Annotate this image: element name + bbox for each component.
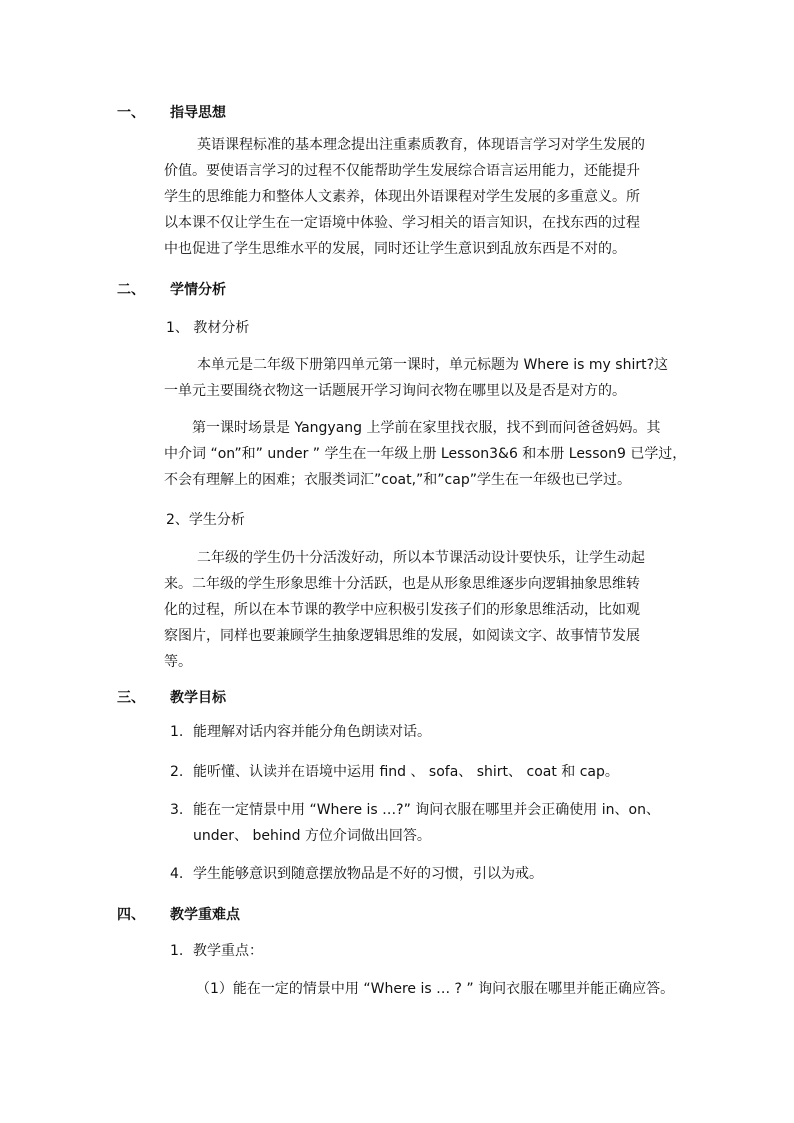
paragraph-line: 本单元是二年级下册第四单元第一课时，单元标题为 Where is my shirt?这 [197,357,669,373]
item-number: 2. [170,764,184,780]
item-number: 3. [170,802,184,818]
paragraph-line: 察图片，同样也要兼顾学生抽象逻辑思维的发展，如阅读文字、故事情节发展 [164,628,640,644]
item-number: 1. [170,943,184,959]
item-text: 能理解对话内容并能分角色朗读对话。 [193,724,431,740]
item-number: 1. [170,724,184,740]
section-number: 二、 [117,282,145,298]
paragraph-line: 二年级的学生仍十分活泼好动，所以本节课活动设计要快乐，让学生动起 [197,550,645,566]
section-number: 三、 [117,690,145,706]
guiding-thought-paragraph [164,132,704,262]
key-point-item-1 [170,938,690,964]
item-text: 能听懂、认读并在语境中运用 find 、 sofa、 shirt、 coat 和 cap。 [193,764,619,780]
item-text: 教学重点： [193,943,263,959]
paragraph-line: 英语课程标准的基本理念提出注重素质教育，体现语言学习对学生发展的 [197,137,645,153]
item-text: 能在一定情景中用 “Where is …?” 询问衣服在哪里并会正确使用 in、on、 [193,802,660,818]
paragraph-line: 第一课时场景是 Yangyang 上学前在家里找衣服，找不到而问爸爸妈妈。其 [192,420,661,436]
section-title: 指导思想 [170,105,226,121]
paragraph-line: 以本课不仅让学生在一定语境中体验、学习相关的语言知识，在找东西的过程 [164,215,640,231]
student-analysis-paragraph [164,545,704,675]
paragraph-line: 学生的思维能力和整体人文素养，体现出外语课程对学生发展的多重意义。所 [164,189,640,205]
paragraph-line: 等。 [164,654,192,670]
objective-item-1 [170,719,690,745]
subsection-label: 1、 教材分析 [166,320,250,336]
paragraph-line: 一单元主要围绕衣物这一话题展开学习询问衣物在哪里以及是否是对方的。 [164,383,626,399]
objective-item-3 [170,797,690,849]
paragraph-line: 不会有理解上的困难；衣服类词汇”coat,”和”cap”学生在一年级也已学过。 [164,472,631,488]
paragraph-line: 中介词 “on”和” under ” 学生在一年级上册 Lesson3&6 和本册 Lesson9 已学过， [164,446,687,462]
paragraph-line: 来。二年级的学生形象思维十分活跃，也是从形象思维逐步向逻辑抽象思维转 [164,576,640,592]
objective-item-4 [170,861,690,887]
section-title: 学情分析 [170,282,226,298]
item-text: 学生能够意识到随意摆放物品是不好的习惯，引以为戒。 [193,866,543,882]
paragraph-line: 中也促进了学生思维水平的发展，同时还让学生意识到乱放东西是不对的。 [164,241,626,257]
section-number: 一、 [117,105,145,121]
subsection-label: 2、学生分析 [166,512,245,528]
item-number: 4. [170,866,184,882]
paragraph-line: 化的过程，所以在本节课的教学中应积极引发孩子们的形象思维活动，比如观 [164,602,640,618]
item-text: under、 behind 方位介词做出回答。 [193,828,431,844]
paragraph-line: 价值。要使语言学习的过程不仅能帮助学生发展综合语言运用能力，还能提升 [164,163,640,179]
textbook-analysis-paragraph-2 [164,415,704,493]
textbook-analysis-paragraph-1 [164,352,704,404]
section-title: 教学重难点 [170,907,240,923]
section-number: 四、 [117,907,145,923]
objective-item-2 [170,759,690,785]
section-title: 教学目标 [170,690,226,706]
key-point-detail: （1）能在一定的情景中用 “Where is … ? ” 询问衣服在哪里并能正确应答。 [196,981,675,997]
